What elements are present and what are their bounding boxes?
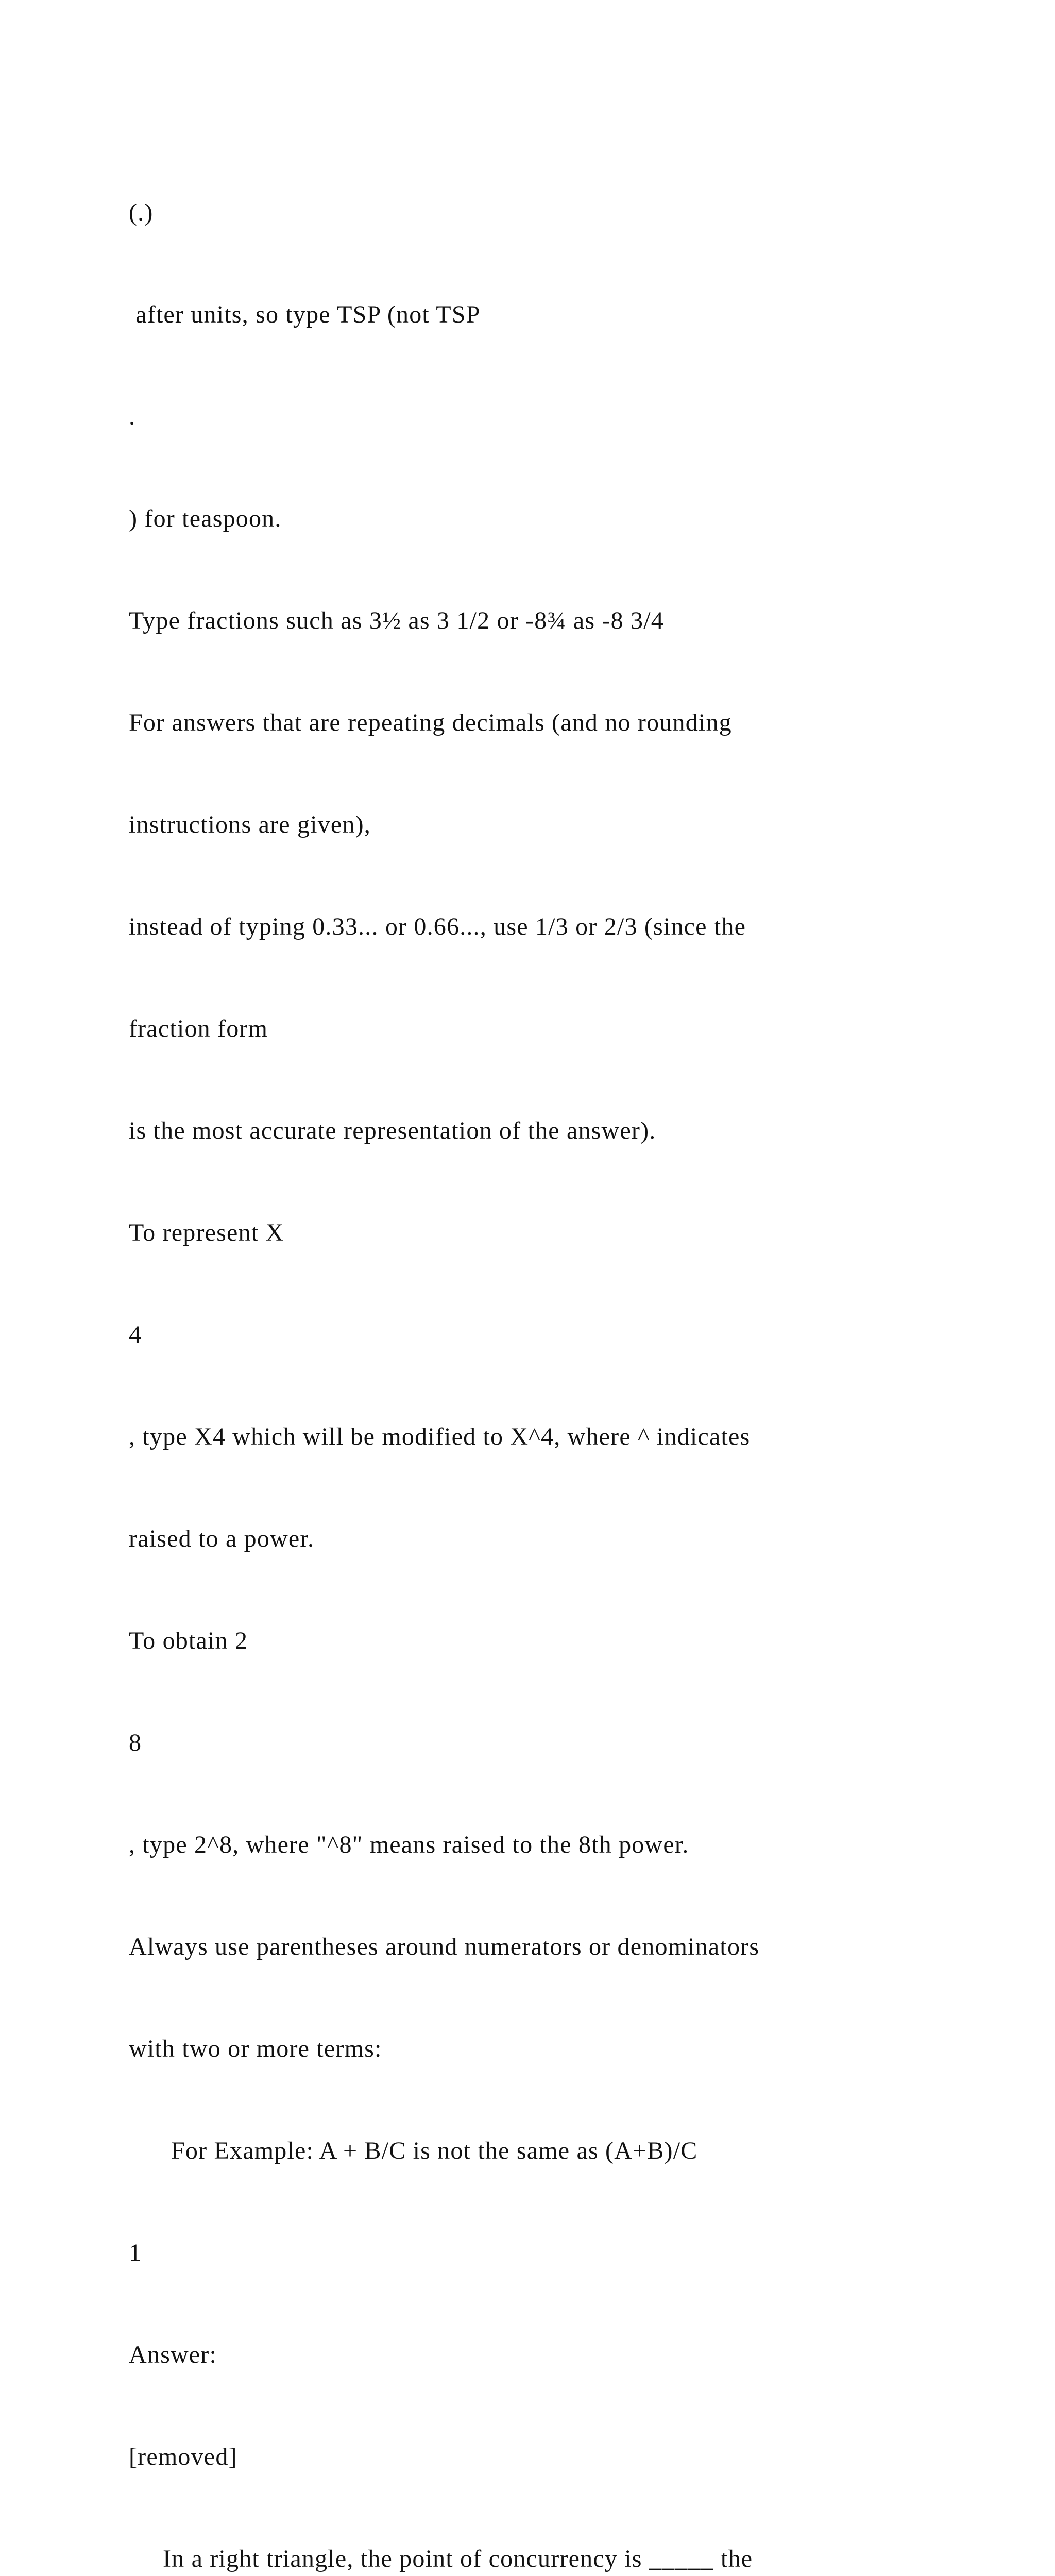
- text-line: Always use parentheses around numerators or denominators: [129, 1933, 760, 1960]
- question-number: 1: [129, 2239, 142, 2266]
- text-line: , type X4 which will be modified to X^4, where ^ indicates: [129, 1423, 751, 1450]
- text-line: after units, so type TSP (not TSP: [129, 301, 481, 328]
- answer-label: Answer:: [129, 2341, 217, 2368]
- text-line: To represent X: [129, 1219, 284, 1246]
- text-line: raised to a power.: [129, 1525, 315, 1552]
- answer-value: [removed]: [129, 2443, 237, 2470]
- text-line: , type 2^8, where "^8" means raised to the 8th power.: [129, 1831, 689, 1858]
- text-line: instructions are given),: [129, 811, 371, 838]
- text-line: 8: [129, 1729, 142, 1756]
- text-line: .: [129, 403, 136, 430]
- text-line: (.): [129, 199, 154, 226]
- document-text: [129, 128, 932, 2576]
- text-line: 4: [129, 1321, 142, 1348]
- text-line: For answers that are repeating decimals (and no rounding: [129, 709, 732, 736]
- question-text: In a right triangle, the point of concurrency is _____ the: [163, 2545, 753, 2572]
- text-line: is the most accurate representation of the answer).: [129, 1117, 656, 1144]
- example-line: For Example: A + B/C is not the same as (A+B)/C: [171, 2137, 698, 2164]
- text-line: ) for teaspoon.: [129, 505, 282, 532]
- text-line: fraction form: [129, 1015, 268, 1042]
- text-line: To obtain 2: [129, 1627, 248, 1654]
- text-line: instead of typing 0.33... or 0.66..., use 1/3 or 2/3 (since the: [129, 913, 746, 940]
- text-line: with two or more terms:: [129, 2035, 382, 2062]
- text-line: Type fractions such as 3½ as 3 1/2 or -8¾ as -8 3/4: [129, 607, 664, 634]
